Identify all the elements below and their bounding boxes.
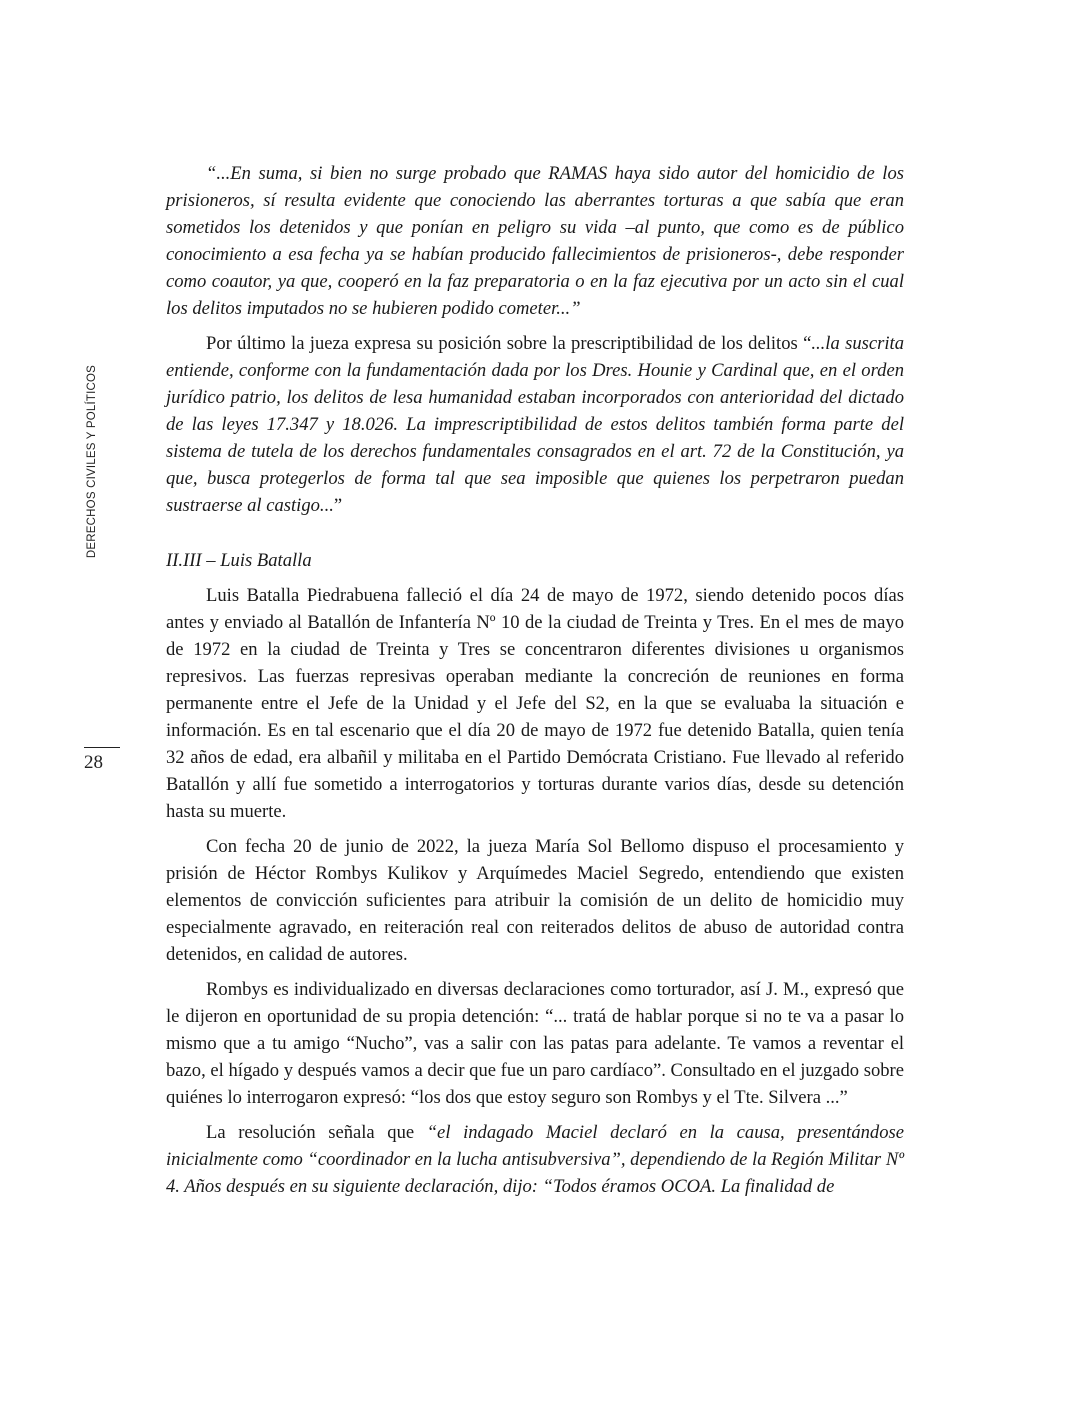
prescription-end: ” (333, 495, 343, 516)
batalla-paragraph: Luis Batalla Piedrabuena falleció el día 24 de mayo de 1972, siendo detenido pocos días antes y enviado al Batallón de Infantería Nº 10 de la ciudad de Treinta y Tres. En el mes de mayo de 1972 en la ciudad de Treinta y Tres se concentraron diferentes divisiones u organismos represivos. Las fuerzas represivas operaban mediante la concreción de reuniones en forma permanente entre el Jefe de la Unidad y el Jefe del S2, en la que se evaluaba la situación e información. Es en tal escenario que el día 20 de mayo de 1972 fue detenido Batalla, quien tenía 32 años de edad, era albañil y militaba en el Partido Demócrata Cristiano. Fue llevado al referido Batallón y allí fue sometido a interrogatorios y torturas durante varios días, desde su detención hasta su muerte. (166, 585, 904, 822)
resolucion-lead: La resolución señala que (206, 1122, 427, 1143)
rombys-paragraph: Rombys es individualizado en diversas declaraciones como torturador, así J. M., expresó que le dijeron en oportunidad de su propia detención: “... tratá de hablar porque si no te va a pasar lo mismo que a tu amigo “Nucho”, vas a salir con las patas para adelante. Te vamos a reventar el bazo, el hígado y después vamos a decir que fue un paro cardíaco”. Consultado en el juzgado sobre quiénes lo interrogaron expresó: “los dos que estoy seguro son Rombys y el Tte. Silvera ...” (166, 979, 904, 1108)
resolucion-paragraph (166, 1119, 904, 1200)
prescription-paragraph (166, 330, 904, 519)
resolucion-quote: “el indagado Maciel declaró en la causa, presentándose inicialmente como “coordinador en la lucha antisubversiva”, dependiendo de la Región Militar Nº 4. Años después en su siguiente declaración, dijo: “Todos éramos OCOA. La finalidad de (166, 1122, 904, 1197)
procesamiento-paragraph: Con fecha 20 de junio de 2022, la jueza María Sol Bellomo dispuso el procesamiento y prisión de Héctor Rombys Kulikov y Arquímedes Maciel Segredo, entendiendo que existen elementos de convicción suficientes para atribuir la comisión de un delito de homicidio muy especialmente agravado, en reiteración real con reiterados delitos de abuso de autoridad contra detenidos, en calidad de autores. (166, 836, 904, 965)
page-number-rule (84, 747, 120, 748)
body-text (166, 160, 904, 1200)
running-header-text: DERECHOS CIVILES Y POLÍTICOS (86, 365, 98, 559)
quote-paragraph: “...En suma, si bien no surge probado que RAMAS haya sido autor del homicidio de los prisioneros, sí resulta evidente que conociendo las aberrantes torturas a que sabía que eran sometidos los detenidos y que ponían en peligro su vida –al punto, que como es de público conocimiento a esa fecha ya se habían producido fallecimientos de prisioneros-, debe responder como coautor, ya que, cooperó en la faz preparatoria o en la faz ejecutiva por un acto sin el cual los delitos imputados no se hubieren podido cometer...” (166, 163, 904, 319)
page-number: 28 (84, 752, 103, 773)
prescription-quote: ...la suscrita entiende, conforme con la fundamentación dada por los Dres. Hounie y Cardinal que, en el orden jurídico patrio, los delitos de lesa humanidad estaban incorporados con anterioridad del dictado de las leyes 17.347 y 18.026. La imprescriptibilidad de estos delitos también forma parte del sistema de tutela de los derechos fundamentales consagrados en el art. 72 de la Constitución, ya que, busca protegerlos de forma tal que sea imposible que quienes los perpetraron puedan sustraerse al castigo... (166, 333, 904, 516)
section-heading: II.III – Luis Batalla (166, 550, 312, 571)
prescription-lead: Por último la jueza expresa su posición sobre la prescriptibilidad de los delitos “ (206, 333, 812, 354)
running-header (82, 365, 102, 565)
